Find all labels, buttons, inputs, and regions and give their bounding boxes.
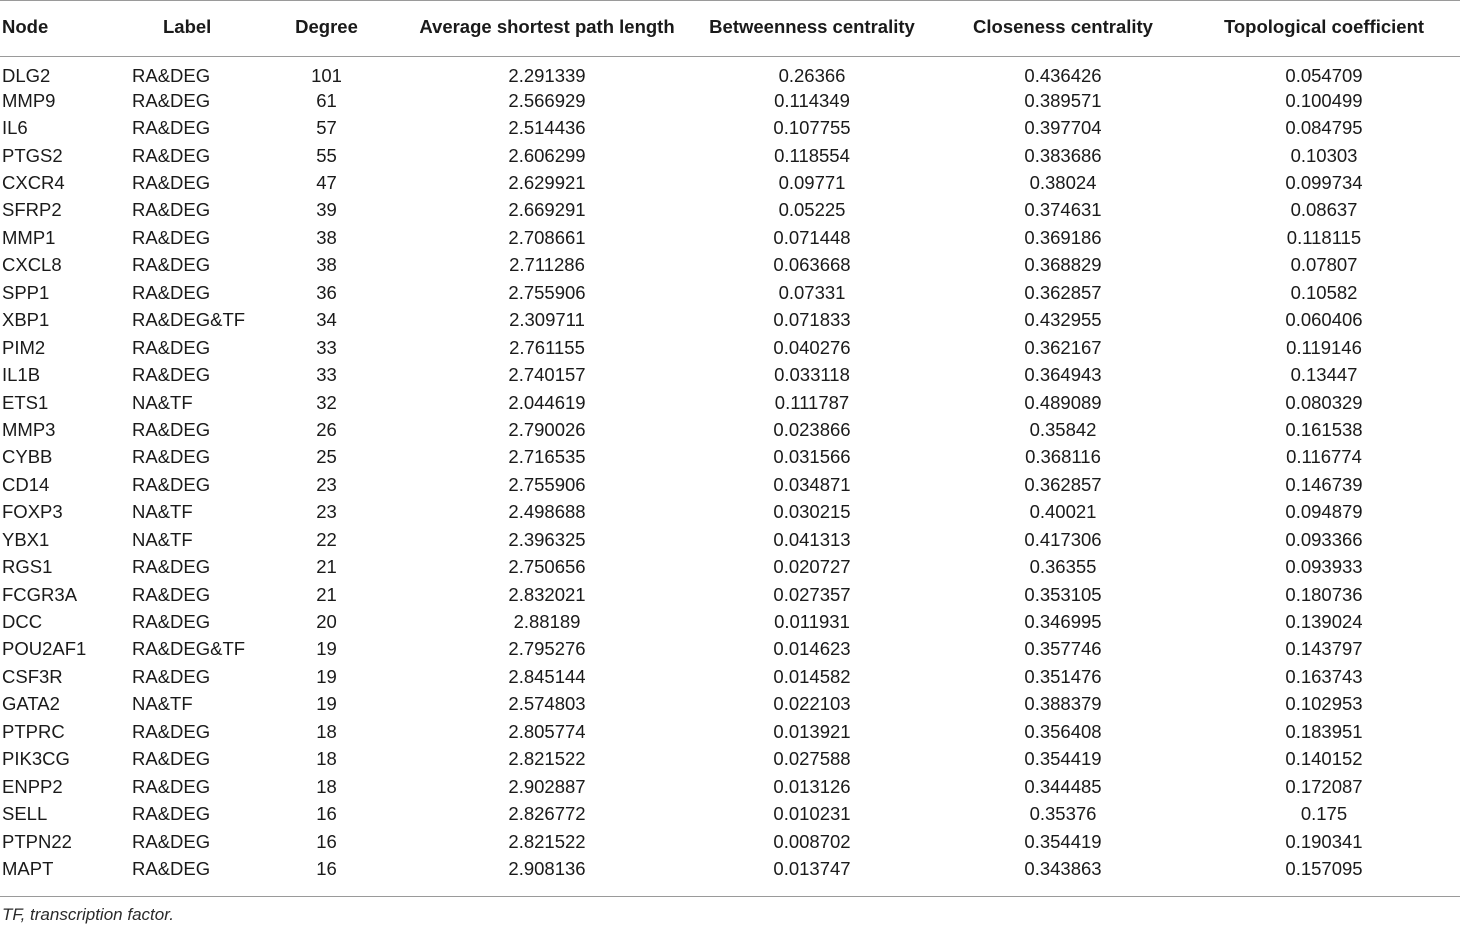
cell-betweenness: 0.020727 bbox=[773, 556, 851, 578]
cell-label: RA&DEG bbox=[132, 172, 211, 194]
cell-degree: 33 bbox=[316, 336, 337, 358]
cell-degree: 19 bbox=[316, 693, 337, 715]
cell-label: NA&TF bbox=[132, 391, 193, 413]
cell-degree: 55 bbox=[316, 144, 337, 166]
table-row bbox=[0, 307, 1460, 334]
cell-label: RA&DEG bbox=[132, 65, 211, 86]
cell-betweenness: 0.008702 bbox=[773, 830, 851, 852]
cell-closeness: 0.346995 bbox=[1024, 611, 1102, 633]
cell-avg-shortest-path: 2.740157 bbox=[508, 364, 586, 386]
cell-degree: 38 bbox=[316, 254, 337, 276]
cell-degree: 33 bbox=[316, 364, 337, 386]
cell-closeness: 0.353105 bbox=[1024, 583, 1102, 605]
cell-avg-shortest-path: 2.755906 bbox=[508, 281, 586, 303]
cell-label: NA&TF bbox=[132, 693, 193, 715]
cell-topological: 0.118115 bbox=[1286, 226, 1362, 248]
cell-betweenness: 0.031566 bbox=[773, 446, 851, 468]
cell-node: PTPN22 bbox=[2, 830, 72, 852]
cell-betweenness: 0.033118 bbox=[774, 364, 850, 386]
cell-avg-shortest-path: 2.821522 bbox=[508, 830, 586, 852]
cell-avg-shortest-path: 2.821522 bbox=[508, 748, 586, 770]
cell-avg-shortest-path: 2.832021 bbox=[508, 583, 586, 605]
cell-node: DCC bbox=[2, 611, 43, 633]
cell-betweenness: 0.071833 bbox=[773, 309, 851, 331]
cell-degree: 36 bbox=[316, 281, 337, 303]
cell-degree: 22 bbox=[316, 528, 337, 550]
table-row bbox=[0, 444, 1460, 471]
cell-closeness: 0.343863 bbox=[1024, 857, 1102, 879]
cell-closeness: 0.38024 bbox=[1029, 172, 1097, 194]
cell-avg-shortest-path: 2.574803 bbox=[508, 693, 586, 715]
header-node: Node bbox=[0, 1, 130, 57]
cell-topological: 0.139024 bbox=[1285, 611, 1363, 633]
table-row bbox=[0, 691, 1460, 718]
cell-avg-shortest-path: 2.761155 bbox=[509, 336, 585, 358]
table-row bbox=[0, 197, 1460, 224]
cell-degree: 16 bbox=[316, 830, 337, 852]
table-row bbox=[0, 855, 1460, 882]
bottom-rule bbox=[0, 896, 1460, 897]
cell-topological: 0.10582 bbox=[1290, 281, 1358, 303]
cell-degree: 25 bbox=[316, 446, 337, 468]
cell-node: PIK3CG bbox=[2, 748, 70, 770]
cell-closeness: 0.368829 bbox=[1024, 254, 1102, 276]
cell-closeness: 0.364943 bbox=[1024, 364, 1102, 386]
table-row bbox=[0, 334, 1460, 361]
cell-avg-shortest-path: 2.795276 bbox=[508, 638, 586, 660]
cell-degree: 32 bbox=[316, 391, 337, 413]
table-row bbox=[0, 416, 1460, 443]
cell-betweenness: 0.023866 bbox=[773, 418, 851, 440]
cell-avg-shortest-path: 2.396325 bbox=[508, 528, 586, 550]
cell-topological: 0.084795 bbox=[1285, 117, 1363, 139]
cell-topological: 0.172087 bbox=[1285, 775, 1363, 797]
table-row bbox=[0, 57, 1460, 88]
header-topological: Topological coefficient bbox=[1188, 1, 1460, 57]
cell-node: GATA2 bbox=[2, 693, 60, 715]
cell-betweenness: 0.011931 bbox=[774, 611, 850, 633]
table-row bbox=[0, 142, 1460, 169]
cell-label: RA&DEG bbox=[132, 336, 211, 358]
table-row bbox=[0, 361, 1460, 388]
table-row bbox=[0, 224, 1460, 251]
table-row bbox=[0, 773, 1460, 800]
cell-betweenness: 0.013126 bbox=[773, 775, 851, 797]
cell-avg-shortest-path: 2.514436 bbox=[508, 117, 586, 139]
cell-node: RGS1 bbox=[2, 556, 53, 578]
cell-betweenness: 0.107755 bbox=[773, 117, 851, 139]
cell-avg-shortest-path: 2.750656 bbox=[508, 556, 586, 578]
cell-topological: 0.180736 bbox=[1285, 583, 1363, 605]
cell-betweenness: 0.041313 bbox=[773, 528, 851, 550]
table-row bbox=[0, 553, 1460, 580]
cell-topological: 0.100499 bbox=[1285, 89, 1363, 111]
table-row bbox=[0, 828, 1460, 855]
cell-label: RA&DEG bbox=[132, 226, 211, 248]
cell-avg-shortest-path: 2.708661 bbox=[508, 226, 586, 248]
cell-label: RA&DEG bbox=[132, 720, 211, 742]
cell-avg-shortest-path: 2.908136 bbox=[508, 857, 586, 879]
cell-topological: 0.143797 bbox=[1285, 638, 1363, 660]
cell-node: MMP3 bbox=[2, 418, 56, 440]
cell-topological: 0.175 bbox=[1300, 803, 1348, 825]
cell-node: MAPT bbox=[2, 857, 54, 879]
cell-avg-shortest-path: 2.309711 bbox=[509, 309, 585, 331]
cell-topological: 0.161538 bbox=[1285, 418, 1363, 440]
cell-topological: 0.10303 bbox=[1290, 144, 1358, 166]
cell-closeness: 0.489089 bbox=[1024, 391, 1102, 413]
cell-avg-shortest-path: 2.711286 bbox=[509, 254, 585, 276]
cell-avg-shortest-path: 2.291339 bbox=[508, 65, 586, 86]
cell-node: SELL bbox=[2, 803, 48, 825]
table-row bbox=[0, 636, 1460, 663]
cell-node: FOXP3 bbox=[2, 501, 63, 523]
table-row bbox=[0, 499, 1460, 526]
cell-node: XBP1 bbox=[2, 309, 50, 331]
cell-label: RA&DEG bbox=[132, 583, 211, 605]
cell-topological: 0.157095 bbox=[1285, 857, 1363, 879]
cell-topological: 0.093933 bbox=[1285, 556, 1363, 578]
cell-node: PIM2 bbox=[2, 336, 46, 358]
cell-avg-shortest-path: 2.88189 bbox=[513, 611, 581, 633]
cell-node: PTPRC bbox=[2, 720, 65, 742]
table-row bbox=[0, 526, 1460, 553]
cell-closeness: 0.344485 bbox=[1024, 775, 1102, 797]
cell-degree: 61 bbox=[316, 89, 337, 111]
cell-avg-shortest-path: 2.498688 bbox=[508, 501, 586, 523]
cell-degree: 19 bbox=[316, 665, 337, 687]
cell-node: SFRP2 bbox=[2, 199, 62, 221]
cell-label: RA&DEG bbox=[132, 117, 211, 139]
header-closeness: Closeness centrality bbox=[938, 1, 1188, 57]
cell-degree: 19 bbox=[316, 638, 337, 660]
cell-degree: 16 bbox=[316, 857, 337, 879]
cell-label: RA&DEG bbox=[132, 89, 211, 111]
cell-avg-shortest-path: 2.845144 bbox=[508, 665, 586, 687]
cell-topological: 0.183951 bbox=[1285, 720, 1363, 742]
cell-label: RA&DEG bbox=[132, 748, 211, 770]
cell-betweenness: 0.034871 bbox=[773, 473, 851, 495]
cell-betweenness: 0.014582 bbox=[773, 665, 851, 687]
cell-topological: 0.102953 bbox=[1285, 693, 1363, 715]
table-row bbox=[0, 169, 1460, 196]
table-row bbox=[0, 87, 1460, 114]
cell-closeness: 0.362857 bbox=[1024, 473, 1102, 495]
cell-closeness: 0.354419 bbox=[1024, 748, 1102, 770]
cell-betweenness: 0.118554 bbox=[774, 144, 850, 166]
cell-betweenness: 0.09771 bbox=[778, 172, 846, 194]
cell-topological: 0.08637 bbox=[1290, 199, 1358, 221]
cell-label: RA&DEG bbox=[132, 199, 211, 221]
cell-degree: 47 bbox=[316, 172, 337, 194]
cell-betweenness: 0.013921 bbox=[773, 720, 851, 742]
cell-betweenness: 0.013747 bbox=[773, 857, 851, 879]
cell-closeness: 0.362857 bbox=[1024, 281, 1102, 303]
cell-label: NA&TF bbox=[132, 528, 193, 550]
cell-closeness: 0.357746 bbox=[1024, 638, 1102, 660]
cell-topological: 0.13447 bbox=[1290, 364, 1358, 386]
footnote: TF, transcription factor. bbox=[2, 905, 174, 924]
cell-topological: 0.146739 bbox=[1285, 473, 1363, 495]
cell-degree: 23 bbox=[316, 501, 337, 523]
cell-node: YBX1 bbox=[2, 528, 50, 550]
cell-degree: 18 bbox=[316, 748, 337, 770]
cell-node: FCGR3A bbox=[2, 583, 78, 605]
cell-betweenness: 0.07331 bbox=[778, 281, 846, 303]
cell-betweenness: 0.014623 bbox=[773, 638, 851, 660]
cell-topological: 0.140152 bbox=[1285, 748, 1363, 770]
cell-label: RA&DEG bbox=[132, 830, 211, 852]
cell-degree: 21 bbox=[316, 583, 337, 605]
cell-label: RA&DEG bbox=[132, 446, 211, 468]
cell-avg-shortest-path: 2.669291 bbox=[508, 199, 586, 221]
cell-label: NA&TF bbox=[132, 501, 193, 523]
table-row bbox=[0, 800, 1460, 827]
cell-label: RA&DEG bbox=[132, 364, 211, 386]
cell-closeness: 0.36355 bbox=[1029, 556, 1097, 578]
cell-betweenness: 0.027588 bbox=[773, 748, 851, 770]
header-degree: Degree bbox=[245, 1, 408, 57]
cell-closeness: 0.388379 bbox=[1024, 693, 1102, 715]
cell-closeness: 0.351476 bbox=[1024, 665, 1102, 687]
cell-label: RA&DEG bbox=[132, 775, 211, 797]
cell-degree: 18 bbox=[316, 775, 337, 797]
cell-closeness: 0.354419 bbox=[1024, 830, 1102, 852]
table-row bbox=[0, 279, 1460, 306]
table-row bbox=[0, 471, 1460, 498]
cell-degree: 21 bbox=[316, 556, 337, 578]
table-row bbox=[0, 663, 1460, 690]
table-row bbox=[0, 746, 1460, 773]
cell-closeness: 0.383686 bbox=[1024, 144, 1102, 166]
cell-closeness: 0.362167 bbox=[1024, 336, 1102, 358]
table-body bbox=[0, 57, 1460, 883]
cell-degree: 34 bbox=[316, 309, 337, 331]
cell-node: CXCL8 bbox=[2, 254, 62, 276]
cell-degree: 16 bbox=[316, 803, 337, 825]
cell-avg-shortest-path: 2.790026 bbox=[508, 418, 586, 440]
cell-betweenness: 0.071448 bbox=[773, 226, 851, 248]
cell-topological: 0.099734 bbox=[1285, 172, 1363, 194]
cell-topological: 0.054709 bbox=[1285, 65, 1363, 86]
cell-node: CYBB bbox=[2, 446, 53, 468]
header-row bbox=[0, 1, 1460, 57]
cell-degree: 26 bbox=[316, 418, 337, 440]
cell-label: RA&DEG bbox=[132, 665, 211, 687]
cell-avg-shortest-path: 2.566929 bbox=[508, 89, 586, 111]
cell-node: IL1B bbox=[2, 364, 41, 386]
cell-topological: 0.093366 bbox=[1285, 528, 1363, 550]
cell-avg-shortest-path: 2.629921 bbox=[508, 172, 586, 194]
cell-label: RA&DEG bbox=[132, 418, 211, 440]
cell-closeness: 0.397704 bbox=[1024, 117, 1102, 139]
cell-closeness: 0.417306 bbox=[1024, 528, 1102, 550]
table-row bbox=[0, 608, 1460, 635]
cell-avg-shortest-path: 2.902887 bbox=[508, 775, 586, 797]
cell-node: PTGS2 bbox=[2, 144, 63, 166]
table-row bbox=[0, 718, 1460, 745]
cell-betweenness: 0.114349 bbox=[774, 89, 850, 111]
cell-betweenness: 0.05225 bbox=[778, 199, 846, 221]
cell-node: CD14 bbox=[2, 473, 50, 495]
cell-node: MMP1 bbox=[2, 226, 56, 248]
cell-degree: 39 bbox=[316, 199, 337, 221]
cell-betweenness: 0.030215 bbox=[773, 501, 851, 523]
cell-closeness: 0.356408 bbox=[1024, 720, 1102, 742]
cell-topological: 0.080329 bbox=[1285, 391, 1363, 413]
cell-node: POU2AF1 bbox=[2, 638, 87, 660]
cell-node: CXCR4 bbox=[2, 172, 65, 194]
cell-betweenness: 0.26366 bbox=[778, 65, 846, 86]
cell-avg-shortest-path: 2.044619 bbox=[508, 391, 586, 413]
cell-node: CSF3R bbox=[2, 665, 63, 687]
cell-node: ETS1 bbox=[2, 391, 49, 413]
header-label: Label bbox=[130, 1, 245, 57]
cell-label: RA&DEG bbox=[132, 473, 211, 495]
cell-betweenness: 0.022103 bbox=[773, 693, 851, 715]
table-row bbox=[0, 581, 1460, 608]
cell-label: RA&DEG bbox=[132, 803, 211, 825]
cell-degree: 57 bbox=[316, 117, 337, 139]
cell-degree: 20 bbox=[316, 611, 337, 633]
cell-label: RA&DEG bbox=[132, 254, 211, 276]
cell-label: RA&DEG bbox=[132, 144, 211, 166]
cell-betweenness: 0.063668 bbox=[773, 254, 851, 276]
cell-closeness: 0.368116 bbox=[1025, 446, 1101, 468]
header-betweenness: Betweenness centrality bbox=[686, 1, 938, 57]
cell-label: RA&DEG bbox=[132, 611, 211, 633]
cell-topological: 0.07807 bbox=[1290, 254, 1358, 276]
cell-label: RA&DEG bbox=[132, 281, 211, 303]
cell-topological: 0.190341 bbox=[1285, 830, 1363, 852]
cell-node: SPP1 bbox=[2, 281, 50, 303]
cell-closeness: 0.374631 bbox=[1024, 199, 1102, 221]
cell-degree: 18 bbox=[316, 720, 337, 742]
cell-node: MMP9 bbox=[2, 89, 56, 111]
cell-betweenness: 0.027357 bbox=[773, 583, 851, 605]
cell-node: DLG2 bbox=[2, 65, 51, 86]
cell-node: ENPP2 bbox=[2, 775, 63, 797]
table-row bbox=[0, 389, 1460, 416]
cell-label: RA&DEG bbox=[132, 556, 211, 578]
table-row bbox=[0, 252, 1460, 279]
cell-topological: 0.163743 bbox=[1285, 665, 1363, 687]
cell-node: IL6 bbox=[2, 117, 28, 139]
cell-avg-shortest-path: 2.716535 bbox=[508, 446, 586, 468]
cell-topological: 0.060406 bbox=[1285, 309, 1363, 331]
header-avg-shortest-path: Average shortest path length bbox=[408, 1, 686, 57]
cell-topological: 0.094879 bbox=[1285, 501, 1363, 523]
cell-avg-shortest-path: 2.805774 bbox=[508, 720, 586, 742]
cell-closeness: 0.389571 bbox=[1024, 89, 1102, 111]
cell-label: RA&DEG&TF bbox=[132, 638, 246, 660]
cell-label: RA&DEG bbox=[132, 857, 211, 879]
cell-degree: 101 bbox=[311, 65, 342, 86]
cell-degree: 38 bbox=[316, 226, 337, 248]
cell-closeness: 0.432955 bbox=[1024, 309, 1102, 331]
cell-avg-shortest-path: 2.606299 bbox=[508, 144, 586, 166]
cell-label: RA&DEG&TF bbox=[132, 309, 246, 331]
cell-betweenness: 0.010231 bbox=[773, 803, 851, 825]
cell-avg-shortest-path: 2.826772 bbox=[508, 803, 586, 825]
cell-closeness: 0.35376 bbox=[1029, 803, 1097, 825]
table-row bbox=[0, 114, 1460, 141]
cell-closeness: 0.369186 bbox=[1024, 226, 1102, 248]
cell-avg-shortest-path: 2.755906 bbox=[508, 473, 586, 495]
cell-topological: 0.119146 bbox=[1286, 336, 1362, 358]
cell-degree: 23 bbox=[316, 473, 337, 495]
cell-closeness: 0.35842 bbox=[1029, 418, 1097, 440]
cell-betweenness: 0.111787 bbox=[774, 391, 850, 413]
cell-closeness: 0.436426 bbox=[1024, 65, 1102, 86]
cell-topological: 0.116774 bbox=[1286, 446, 1362, 468]
cell-closeness: 0.40021 bbox=[1029, 501, 1097, 523]
cell-betweenness: 0.040276 bbox=[773, 336, 851, 358]
